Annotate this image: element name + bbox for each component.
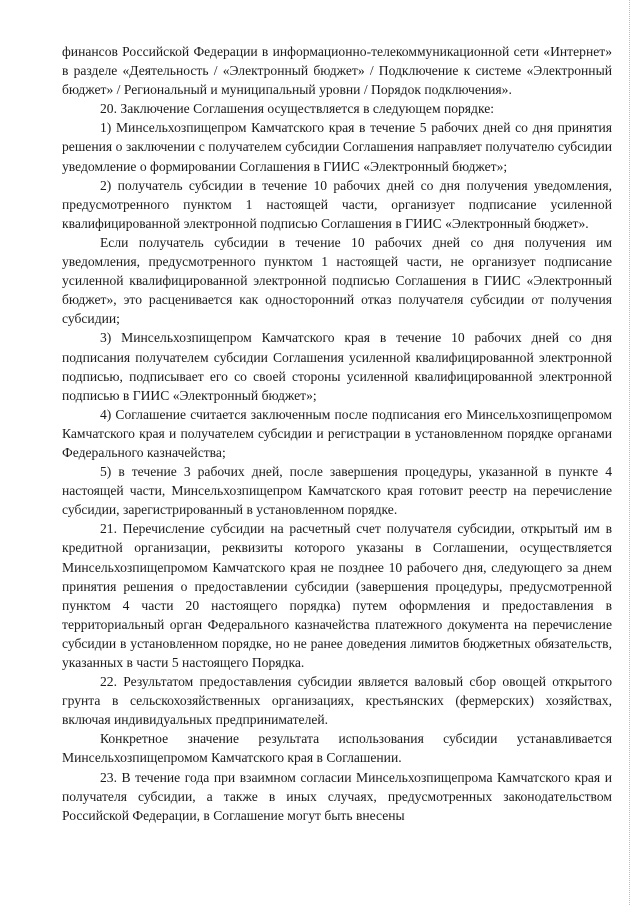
paragraph-item-21: 21. Перечисление субсидии на расчетный счет получателя субсидии, открытый им в кредитной организации, реквизиты которого указаны в Соглашении, осуществляется Минсельхозпищепромом Камчатского края не позднее 10 рабочего дня, следующего за днем принятия решения о предоставлении субсидии (завершения процедуры, предусмотренной пунктом 4 части 20 настоящего порядка) путем оформления и предоставления в территориальный орган Федерального казначейства платежного документа на перечисление субсидии в установленном порядке, но не ранее доведения лимитов бюджетных обязательств, указанных в части 5 настоящего Порядка. <box>62 521 612 670</box>
paragraph-item-20-2-refusal: Если получатель субсидии в течение 10 рабочих дней со дня получения им уведомления, предусмотренного пунктом 1 настоящей части, не организует подписание усиленной квалифицированной электронной подписью Соглашения в ГИИС «Электронный бюджет», это расценивается как односторонний отказ получателя субсидии от получения субсидии; <box>62 234 612 327</box>
paragraph-continuation: финансов Российской Федерации в информационно-телекоммуникационной сети «Интернет» в разделе «Деятельность / «Электронный бюджет» / Подключение к системе «Электронный бюджет» / Региональный и муниципальный уровни / Порядок подключения». <box>62 44 612 98</box>
paragraph-item-22: 22. Результатом предоставления субсидии является валовый сбор овощей открытого грунта в сельскохозяйственных организациях, крестьянских (фермерских) хозяйствах, включая индивидуальных предпринимателей. <box>62 674 612 728</box>
paragraph-item-22-value: Конкретное значение результата использования субсидии устанавливается Минсельхозпищепромом Камчатского края в Соглашении. <box>62 731 612 766</box>
paragraph-item-20-2: 2) получатель субсидии в течение 10 рабочих дней со дня получения уведомления, предусмотренного пунктом 1 настоящей части, организует подписание усиленной квалифицированной электронной подписью Соглашения в ГИИС «Электронный бюджет». <box>62 177 612 231</box>
paragraph-item-20-1: 1) Минсельхозпищепром Камчатского края в течение 5 рабочих дней со дня принятия решения о заключении с получателем субсидии Соглашения направляет получателю субсидии уведомление о формировании Соглашения в ГИИС «Электронный бюджет»; <box>62 120 612 174</box>
paragraph-item-23: 23. В течение года при взаимном согласии Минсельхозпищепрома Камчатского края и получателя субсидии, а также в иных случаях, предусмотренных законодательством Российской Федерации, в Соглашение могут быть внесены <box>62 769 612 823</box>
document-body <box>62 42 612 825</box>
paragraph-item-20-4: 4) Соглашение считается заключенным после подписания его Минсельхозпищепромом Камчатского края и получателем субсидии и регистрации в установленном порядке органами Федерального казначейства; <box>62 406 612 460</box>
paragraph-item-20-5: 5) в течение 3 рабочих дней, после завершения процедуры, указанной в пункте 4 настоящей части, Минсельхозпищепром Камчатского края готовит реестр на перечисление субсидии, зарегистрированный в установленном порядке. <box>62 464 612 518</box>
page-edge-divider <box>629 0 630 905</box>
paragraph-item-20: 20. Заключение Соглашения осуществляется в следующем порядке: <box>100 101 495 117</box>
paragraph-item-20-3: 3) Минсельхозпищепром Камчатского края в течение 10 рабочих дней со дня подписания получателем субсидии Соглашения усиленной квалифицированной электронной подписью, подписывает его со своей стороны усиленной квалифицированной электронной подписью в ГИИС «Электронный бюджет»; <box>62 330 612 403</box>
